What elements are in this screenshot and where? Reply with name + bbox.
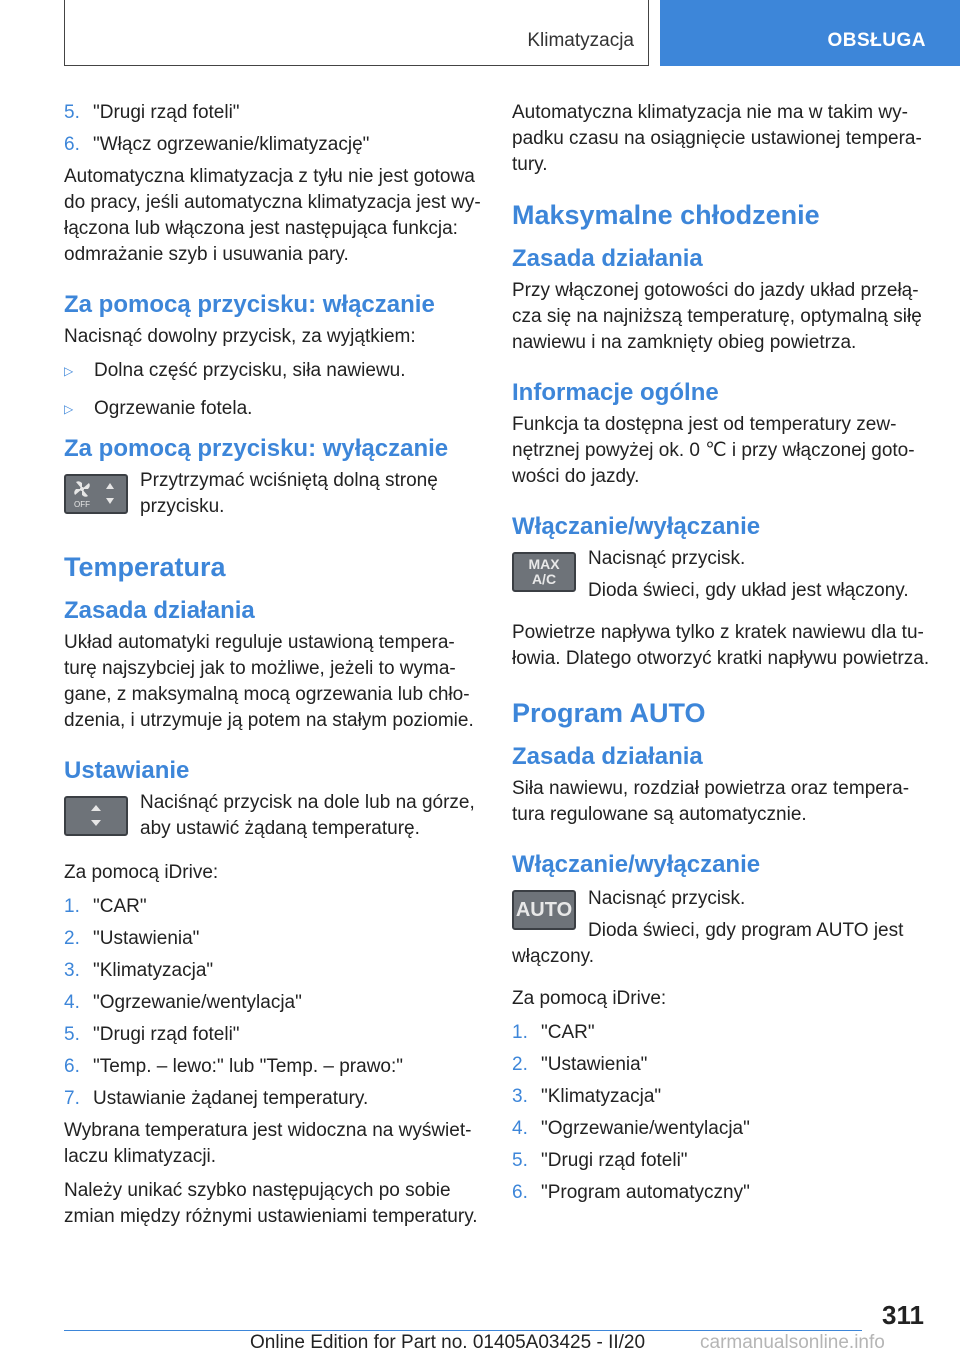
watermark: carmanualsonline.info [700,1332,885,1353]
step-text: "Drugi rząd foteli" [93,1024,240,1045]
step-text: "Klimatyzacja" [541,1086,662,1107]
heading-on-off-auto: Włączanie/wyłączanie [512,851,761,878]
list-item [512,1020,932,1046]
triangle-bullet-icon: ▷ [64,402,74,416]
step-text: "Ogrzewanie/wentylacja" [93,992,302,1013]
heading-temp-principle: Zasada działania [64,597,255,624]
list-item [64,358,484,384]
section-title: Klimatyzacja [527,30,634,51]
edition-text: Online Edition for Part no. 01405A03425 - II/20 [250,1332,646,1353]
page-number: 311 [882,1300,924,1330]
list-item [512,1180,932,1206]
list-item [64,894,484,920]
step-number: 1. [64,896,80,917]
ac-time-note: Automatyczna klimatyzacja nie ma w takim wy‐padku czasu na osiągnięcie ustawionej tempera‐tury. [512,102,922,175]
heading-setting: Ustawianie [64,757,190,784]
off-text-block [140,468,484,526]
off-instruction [64,468,484,526]
heading-max-principle: Zasada działania [512,245,703,272]
up-down-arrows-icon [66,798,126,834]
step-text: "Temp. – lewo:" lub "Temp. – prawo:" [93,1056,404,1077]
list-item [64,1022,484,1048]
list-item [64,1086,484,1112]
step-text: "Drugi rząd foteli" [541,1150,688,1171]
step-text: "Drugi rząd foteli" [93,102,240,123]
heading-auto-principle: Zasada działania [512,743,703,770]
footer-divider [64,1330,862,1331]
auto-instruction [512,884,932,970]
list-item [64,926,484,952]
idrive-steps-list [64,894,484,1112]
step-text: "Włącz ogrzewanie/klimatyzację" [93,134,370,155]
step-number: 2. [512,1054,528,1075]
setting-text-block [140,790,484,848]
setting-text: Naciśnąć przycisk na dole lub na górze, aby ustawić żądaną temperaturę. [140,792,475,839]
button-on-intro: Nacisnąć dowolny przycisk, za wyjątkiem: [64,326,416,347]
general-info-text: Funkcja ta dostępna jest od temperatury zew‐nętrznej powyżej ok. 0 ℃ i przy włączonej goto‐wości do jazdy. [512,414,915,487]
max-principle-text: Przy włączonej gotowości do jazdy układ przełą‐cza się na najniższą temperaturę, optymalną siłę nawiewu i na zamknięty obieg powietrza. [512,280,922,353]
step-number: 6. [64,1056,80,1077]
heading-general-info: Informacje ogólne [512,379,719,406]
off-label: OFF [74,500,90,509]
ac-label: A/C [531,571,557,587]
step-text: Ustawianie żądanej temperatury. [93,1088,369,1109]
idrive-intro: Za pomocą iDrive: [512,988,667,1009]
idrive-intro: Za pomocą iDrive: [64,862,219,883]
fan-icon [66,476,126,512]
step-number: 5. [64,1024,80,1045]
step-number: 1. [512,1022,528,1043]
temp-up-down-button-icon [64,796,128,836]
heading-on-off-max: Włączanie/wyłączanie [512,513,761,540]
idrive-steps-list [512,1020,932,1206]
step-number: 4. [512,1118,528,1139]
list-item [512,1116,932,1142]
step-number: 5. [512,1150,528,1171]
heading-button-off: Za pomocą przycisku: wyłączanie [64,435,449,462]
heading-max-cooling: Maksymalne chłodzenie [512,200,820,230]
max-label: MAX [528,556,560,572]
step-number: 6. [64,134,80,155]
max-ac-button-icon [512,552,576,592]
max-press-text: Nacisnąć przycisk. [588,548,746,569]
fan-off-button-icon [64,474,128,514]
avoid-note: Należy unikać szybko następujących po sobie zmian między różnymi ustawieniami temperatury. [64,1180,478,1227]
header-section-box [64,0,649,66]
max-ac-instruction [512,546,932,610]
top-steps-list [64,100,484,158]
list-item [64,132,484,158]
list-item [512,1084,932,1110]
right-column [512,100,932,1212]
step-text: "Program automatyczny" [541,1182,750,1203]
list-item [512,1052,932,1078]
list-item [64,958,484,984]
step-text: "CAR" [541,1022,595,1043]
list-item [64,396,484,422]
off-text: Przytrzymać wciśniętą dolną stronę przycisku. [140,470,438,517]
auto-principle-text: Siła nawiewu, rozdział powietrza oraz tempera‐tura regulowane są automatycznie. [512,778,910,825]
exception-text: Dolna część przycisku, siła nawiewu. [94,360,406,381]
auto-led-text: Dioda świeci, gdy program AUTO jest włączony. [512,920,904,967]
step-text: "Klimatyzacja" [93,960,214,981]
step-number: 2. [64,928,80,949]
auto-press-text: Nacisnąć przycisk. [588,888,746,909]
step-text: "Ustawienia" [541,1054,648,1075]
setting-instruction [64,790,484,848]
list-item [64,990,484,1016]
exception-text: Ogrzewanie fotela. [94,398,253,419]
step-text: "Ustawienia" [93,928,200,949]
chapter-tab[interactable] [660,0,960,66]
auto-button-icon [512,890,576,930]
step-number: 6. [512,1182,528,1203]
triangle-bullet-icon: ▷ [64,364,74,378]
step-number: 3. [512,1086,528,1107]
heading-button-on: Za pomocą przycisku: włączanie [64,291,435,318]
list-item [64,1054,484,1080]
list-item [512,1148,932,1174]
max-led-text: Dioda świeci, gdy układ jest włączony. [588,580,909,601]
heading-temperature: Temperatura [64,552,226,582]
rear-ac-note: Automatyczna klimatyzacja z tyłu nie jest gotowa do pracy, jeśli automatyczna klimatyzacja jest wy‐łączona lub włączona jest następująca funkcja: odmrażanie szyb i usuwania pary. [64,166,481,265]
step-text: "Ogrzewanie/wentylacja" [541,1118,750,1139]
list-item [64,100,484,126]
air-flow-note: Powietrze napływa tylko z kratek nawiewu dla tu‐łowia. Dlatego otworzyć kratki napływu powietrza. [512,622,930,669]
left-column [64,100,484,1230]
chapter-title: OBSŁUGA [827,30,926,51]
auto-label: AUTO [515,898,573,921]
display-note: Wybrana temperatura jest widoczna na wyświet‐laczu klimatyzacji. [64,1120,472,1167]
step-number: 4. [64,992,80,1013]
step-text: "CAR" [93,896,147,917]
heading-auto-program: Program AUTO [512,698,706,728]
temp-principle-text: Układ automatyki reguluje ustawioną tempera‐turę najszybciej jak to możliwe, jeżeli to wyma‐gane, z maksymalną mocą ogrzewania lub chło‐dzenia, i utrzymuje ją potem na stałym poziomie. [64,632,474,731]
step-number: 7. [64,1088,80,1109]
step-number: 5. [64,102,80,123]
max-ac-text-block [588,546,932,610]
step-number: 3. [64,960,80,981]
